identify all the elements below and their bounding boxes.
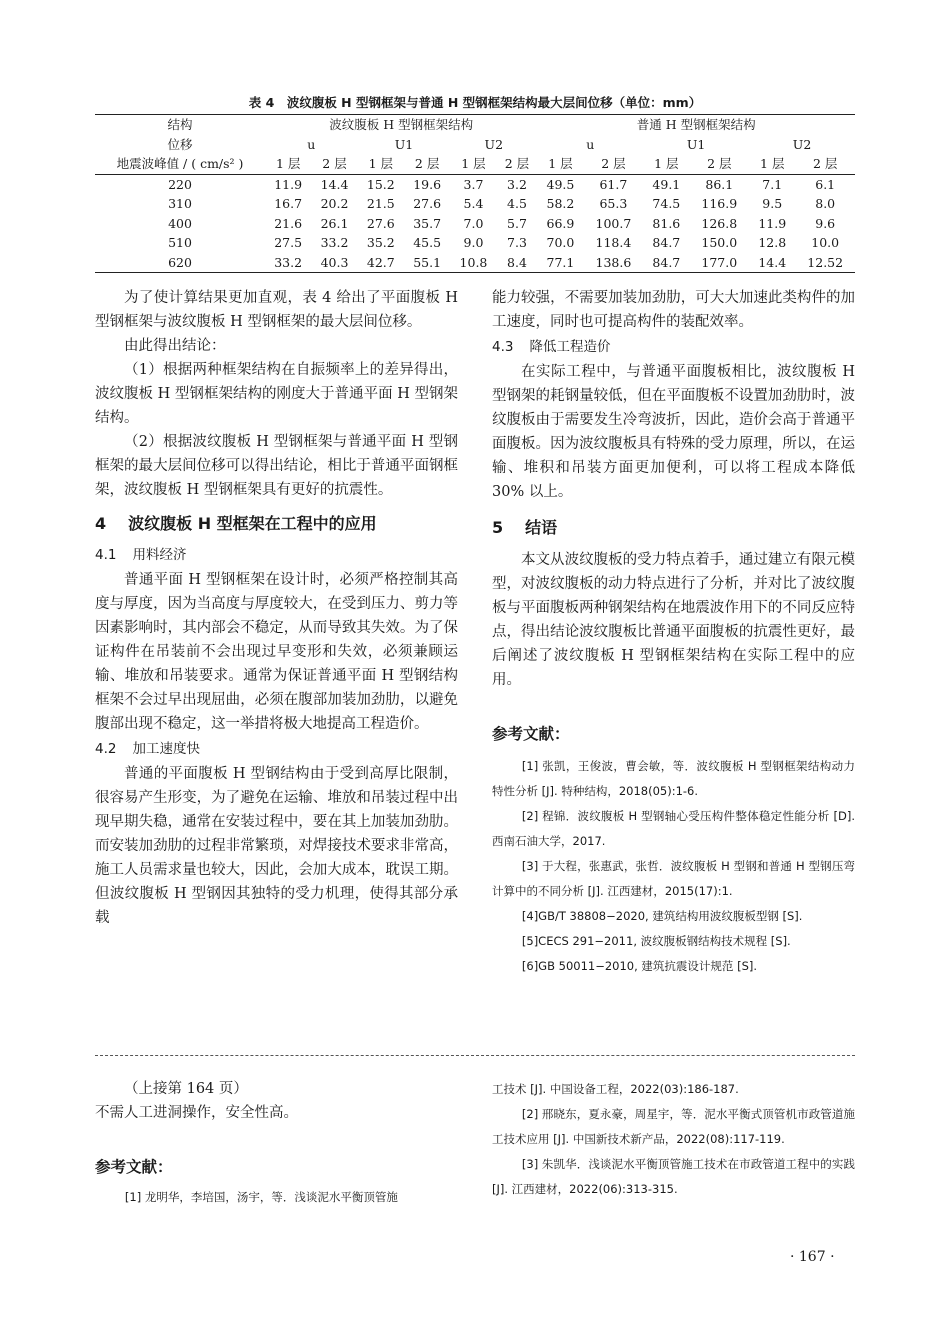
table-cell: 55.1 bbox=[404, 253, 450, 273]
table-cell: 8.4 bbox=[497, 253, 538, 273]
table-cell: 26.1 bbox=[320, 215, 349, 231]
subsection-heading: 4.2 加工速度快 bbox=[95, 741, 200, 757]
table-cell-peak: 220 bbox=[168, 176, 192, 192]
table-cell: 19.6 bbox=[413, 176, 442, 192]
table-sub-header: U1 bbox=[394, 136, 414, 152]
table-cell: 20.2 bbox=[320, 196, 349, 211]
reference-item: [6]GB 50011−2010, 建筑抗震设计规范 [S]. bbox=[521, 959, 758, 973]
section-divider bbox=[95, 1055, 855, 1056]
table-cell: 118.4 bbox=[595, 235, 632, 250]
continuation-note: （上接第 164 页） bbox=[124, 1081, 248, 1097]
table-cell: 5.7 bbox=[507, 215, 527, 231]
references-title: 参考文献： bbox=[492, 725, 570, 743]
table-row bbox=[95, 233, 855, 253]
table-sub-header: U2 bbox=[484, 136, 504, 152]
reference-list bbox=[492, 754, 855, 979]
table-cell: 35.2 bbox=[366, 235, 395, 250]
reference-item: [4]GB/T 38808−2020, 建筑结构用波纹腹板型钢 [S]. bbox=[521, 909, 803, 923]
reference-item: [2] 程锦．波纹腹板 H 型钢轴心受压构件整体稳定性能分析 [D]. 西南石油大学，2017. bbox=[492, 809, 855, 848]
table-cell: 12.8 bbox=[758, 235, 787, 250]
table-sub-header: u bbox=[586, 136, 595, 152]
table-cell: 11.9 bbox=[274, 176, 303, 192]
table-cell: 8.0 bbox=[815, 196, 836, 211]
reference-item: [1] 龙明华，李培国，汤宇，等．浅谈泥水平衡顶管施 bbox=[124, 1190, 398, 1204]
table-cell: 10.0 bbox=[811, 235, 840, 250]
displacement-table bbox=[95, 114, 855, 273]
subsection-heading: 4.1 用料经济 bbox=[95, 547, 187, 563]
reference-item: [3] 朱凯华．浅谈泥水平衡顶管施工技术在市政管道工程中的实践 [J]. 江西建材，2022(06):313-315. bbox=[492, 1157, 855, 1196]
table-cell: 81.6 bbox=[652, 215, 681, 231]
table-cell: 40.3 bbox=[311, 253, 357, 273]
table-caption: 表 4 波纹腹板 H 型钢框架与普通 H 型钢框架结构最大层间位移（单位：mm） bbox=[248, 95, 702, 110]
table-cell: 10.8 bbox=[450, 253, 496, 273]
table-row bbox=[95, 214, 855, 234]
table-cell: 86.1 bbox=[705, 176, 734, 192]
section-heading: 4 波纹腹板 H 型框架在工程中的应用 bbox=[95, 514, 377, 533]
table-cell: 116.9 bbox=[701, 196, 738, 211]
table-cell: 3.2 bbox=[507, 176, 527, 192]
reference-item: [2] 邢晓东，夏永豪，周星宇，等．泥水平衡式顶管机市政管道施工技术应用 [J]. 中国新技术新产品，2022(08):117-119. bbox=[492, 1107, 855, 1146]
paragraph: 本文从波纹腹板的受力特点着手，通过建立有限元模型，对波纹腹板的动力特点进行了分析，并对比了波纹腹板与平面腹板两种钢架结构在地震波作用下的不同反应特点，得出结论波纹腹板比普通平面腹板的抗震性更好，最后阐述了波纹腹板 H 型钢框架结构在实际工程中的应用。 bbox=[492, 552, 855, 688]
table-cell: 70.0 bbox=[546, 235, 575, 250]
table-row-header: 地震波峰值 / ( cm/s² ) bbox=[95, 154, 265, 174]
table-cell: 42.7 bbox=[358, 253, 404, 273]
table-cell: 77.1 bbox=[537, 253, 583, 273]
table-cell: 21.5 bbox=[366, 196, 395, 211]
table-cell: 3.7 bbox=[463, 176, 484, 192]
table-floor-header: 2 层 bbox=[404, 154, 450, 174]
paragraph: 在实际工程中，与普通平面腹板相比，波纹腹板 H 型钢架的耗钢量较低，但在平面腹板不设置加劲肋时，波纹腹板由于需要发生冷弯波折，因此，造价会高于普通平面腹板。因为波纹腹板具有特殊的受力原理，所以，在运输、堆积和吊装方面更加便利，可以将工程成本降低 30% 以上。 bbox=[492, 364, 855, 500]
table-cell: 61.7 bbox=[599, 176, 628, 192]
table-floor-header: 2 层 bbox=[690, 154, 750, 174]
table-row-header: 位移 bbox=[167, 136, 193, 152]
table-cell: 66.9 bbox=[546, 215, 575, 231]
page-number: · 167 · bbox=[790, 1249, 835, 1265]
table-cell: 7.1 bbox=[762, 176, 783, 192]
table-floor-header: 1 层 bbox=[749, 154, 795, 174]
table-cell: 4.5 bbox=[507, 196, 527, 211]
table-cell: 100.7 bbox=[595, 215, 632, 231]
table-floor-header: 1 层 bbox=[358, 154, 404, 174]
table-cell: 33.2 bbox=[265, 253, 311, 273]
table-row bbox=[95, 253, 855, 273]
table-cell: 14.4 bbox=[320, 176, 349, 192]
table-cell: 15.2 bbox=[366, 176, 395, 192]
subsection-heading: 4.3 降低工程造价 bbox=[492, 339, 611, 355]
table-cell: 27.6 bbox=[413, 196, 442, 211]
table-cell: 177.0 bbox=[690, 253, 750, 273]
table-cell: 45.5 bbox=[413, 235, 442, 250]
section-heading: 5 结语 bbox=[492, 518, 558, 537]
paragraph: 能力较强，不需要加装加劲肋，可大大加速此类构件的加工速度，同时也可提高构件的装配效率。 bbox=[492, 290, 855, 330]
table-cell: 21.6 bbox=[274, 215, 303, 231]
table-cell: 7.3 bbox=[507, 235, 527, 250]
left-column bbox=[95, 286, 458, 930]
table-cell: 84.7 bbox=[643, 253, 689, 273]
table-cell-peak: 310 bbox=[168, 196, 192, 211]
paragraph: 普通平面 H 型钢框架在设计时，必须严格控制其高度与厚度，因为当高度与厚度较大，在受到压力、剪力等因素影响时，其内部会不稳定，从而导致其失效。为了保证构件在吊装前不会出现过早变形和失效，必须兼顾运输、堆放和吊装要求。通常为保证普通平面 H 型钢结构框架不会过早出现屈曲，必须在腹部加装加劲肋，以避免腹部出现不稳定，这一举措将极大地提高工程造价。 bbox=[95, 572, 458, 732]
table-cell: 5.4 bbox=[463, 196, 484, 211]
paragraph: 由此得出结论： bbox=[124, 338, 226, 354]
table-cell: 12.52 bbox=[795, 253, 855, 273]
table-cell: 33.2 bbox=[320, 235, 349, 250]
table-cell: 14.4 bbox=[749, 253, 795, 273]
reference-item: [3] 于大程，张惠武，张哲．波纹腹板 H 型钢和普通 H 型钢压弯计算中的不同分析 [J]. 江西建材，2015(17):1. bbox=[492, 859, 855, 898]
table-group-header: 普通 H 型钢框架结构 bbox=[537, 115, 855, 135]
bottom-right-column bbox=[492, 1077, 855, 1202]
table-floor-header: 2 层 bbox=[584, 154, 644, 174]
table-row-header: 结构 bbox=[95, 115, 265, 135]
table-floor-header: 1 层 bbox=[450, 154, 496, 174]
table-cell: 49.5 bbox=[546, 176, 575, 192]
table-cell-peak: 400 bbox=[168, 215, 192, 231]
table-cell: 49.1 bbox=[652, 176, 681, 192]
table-cell: 6.1 bbox=[815, 176, 836, 192]
table-sub-header: u bbox=[307, 136, 316, 152]
reference-item: 工技术 [J]. 中国设备工程，2022(03):186-187. bbox=[492, 1082, 739, 1096]
references-title: 参考文献： bbox=[95, 1158, 173, 1176]
right-column bbox=[492, 286, 855, 979]
table-cell: 7.0 bbox=[463, 215, 484, 231]
table-body bbox=[95, 174, 855, 273]
table-cell: 9.0 bbox=[463, 235, 484, 250]
table-cell: 84.7 bbox=[652, 235, 681, 250]
table-cell: 58.2 bbox=[546, 196, 575, 211]
paragraph: 为了使计算结果更加直观，表 4 给出了平面腹板 H 型钢框架与波纹腹板 H 型钢框架的最大层间位移。 bbox=[95, 290, 458, 330]
table-floor-header: 2 层 bbox=[311, 154, 357, 174]
table-cell: 65.3 bbox=[599, 196, 628, 211]
paragraph: 普通的平面腹板 H 型钢结构由于受到高厚比限制，很容易产生形变，为了避免在运输、堆放和吊装过程中出现早期失稳，通常在安装过程中，要在其上加装加劲肋。而安装加劲肋的过程非常繁琐，对焊接技术要求非常高，施工人员需求量也较大，因此，会加大成本，耽误工期。但波纹腹板 H 型钢因其独特的受力机理，使得其部分承载 bbox=[95, 766, 458, 926]
paragraph: （1）根据两种框架结构在自振频率上的差异得出，波纹腹板 H 型钢框架结构的刚度大于普通平面 H 型钢架结构。 bbox=[95, 362, 458, 426]
table-sub-header: U2 bbox=[792, 136, 812, 152]
table-floor-header: 1 层 bbox=[265, 154, 311, 174]
table-floor-header: 2 层 bbox=[795, 154, 855, 174]
table-cell: 27.5 bbox=[274, 235, 303, 250]
table-cell: 126.8 bbox=[701, 215, 738, 231]
table-group-header: 波纹腹板 H 型钢框架结构 bbox=[265, 115, 537, 135]
bottom-left-column bbox=[95, 1077, 458, 1210]
table-cell: 9.5 bbox=[762, 196, 783, 211]
table-floor-header: 2 层 bbox=[497, 154, 538, 174]
table-cell: 9.6 bbox=[815, 215, 836, 231]
table-cell-peak: 510 bbox=[168, 235, 192, 250]
table-cell: 138.6 bbox=[584, 253, 644, 273]
table-cell: 35.7 bbox=[413, 215, 442, 231]
table-cell-peak: 620 bbox=[95, 253, 265, 273]
table-floor-header: 1 层 bbox=[643, 154, 689, 174]
table-cell: 16.7 bbox=[274, 196, 303, 211]
table-cell: 27.6 bbox=[366, 215, 395, 231]
table-row bbox=[95, 194, 855, 214]
table-row bbox=[95, 174, 855, 194]
reference-item: [5]CECS 291−2011, 波纹腹板钢结构技术规程 [S]. bbox=[521, 934, 791, 948]
paragraph: （2）根据波纹腹板 H 型钢框架与普通平面 H 型钢框架的最大层间位移可以得出结论，相比于普通平面钢框架，波纹腹板 H 型钢框架具有更好的抗震性。 bbox=[95, 434, 458, 498]
reference-item: [1] 张凯，王俊波，曹会敏，等．波纹腹板 H 型钢框架结构动力特性分析 [J]. 特种结构，2018(05):1-6. bbox=[492, 759, 855, 798]
table-cell: 11.9 bbox=[758, 215, 787, 231]
table-floor-header: 1 层 bbox=[537, 154, 583, 174]
paragraph: 不需人工进洞操作，安全性高。 bbox=[95, 1105, 298, 1121]
table-sub-header: U1 bbox=[686, 136, 706, 152]
table-cell: 150.0 bbox=[701, 235, 738, 250]
table-cell: 74.5 bbox=[652, 196, 681, 211]
